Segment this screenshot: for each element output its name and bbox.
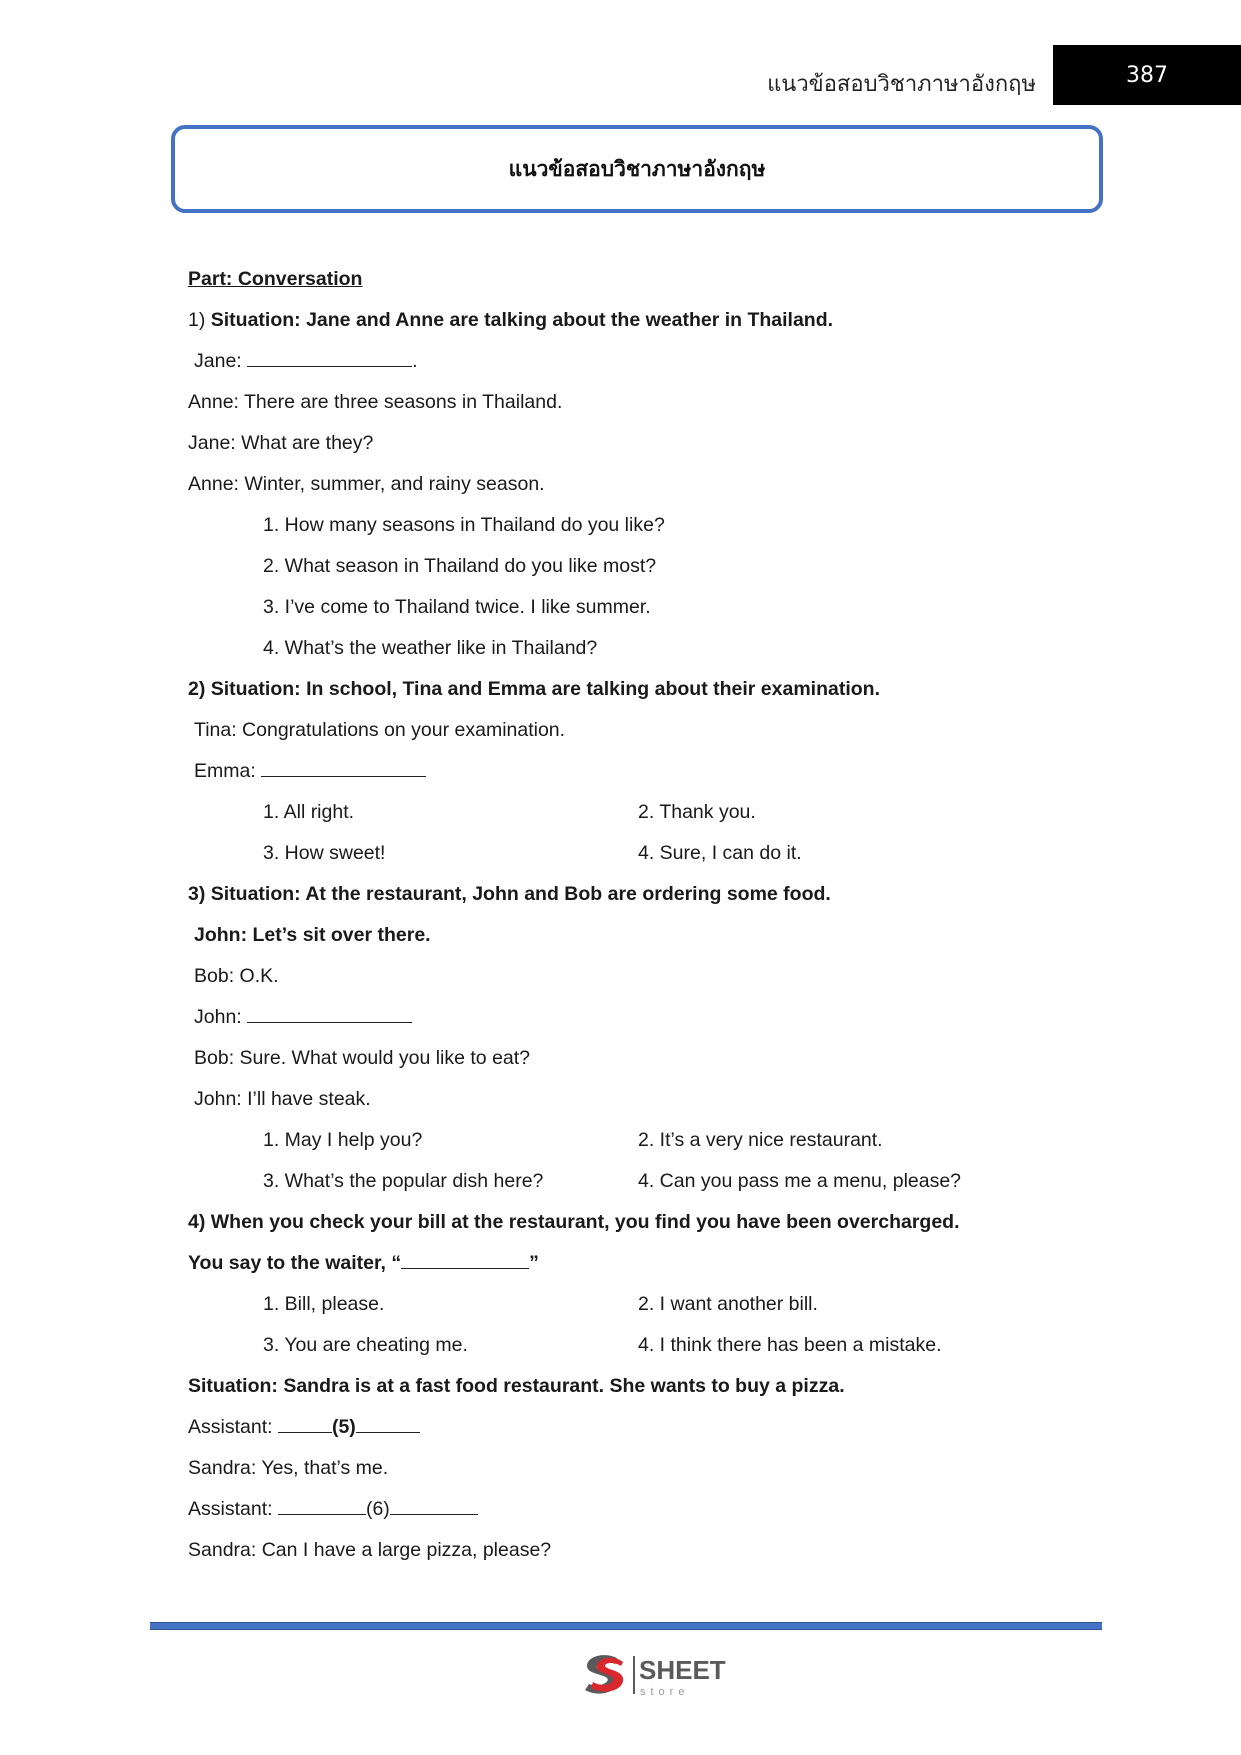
answer-blank	[278, 1492, 366, 1515]
q3-john-line	[188, 999, 1088, 1040]
q4-prompt	[188, 1245, 1088, 1286]
option-row	[188, 794, 1088, 835]
q3-situation: 3) Situation: At the restaurant, John and Bob are ordering some food.	[188, 883, 831, 905]
answer-blank	[261, 754, 426, 777]
dialogue-line: John: I’ll have steak.	[194, 1088, 371, 1110]
logo-brand-text: SHEET	[639, 1655, 726, 1685]
answer-blank	[356, 1410, 420, 1433]
dialogue-line: Bob: Sure. What would you like to eat?	[194, 1047, 531, 1069]
option-item: 4. Can you pass me a menu, please?	[638, 1170, 962, 1192]
speaker-text: Emma:	[194, 760, 256, 782]
q2-situation: 2) Situation: In school, Tina and Emma are talking about their examination.	[188, 678, 881, 700]
option-item: 1. Bill, please.	[263, 1293, 385, 1315]
title-box	[171, 125, 1103, 213]
option-item: 3. I’ve come to Thailand twice. I like summer.	[263, 596, 651, 618]
option-item: 1. How many seasons in Thailand do you like?	[263, 514, 665, 536]
dialogue-line: Anne: Winter, summer, and rainy season.	[188, 473, 545, 495]
logo-sub-text: store	[640, 1686, 690, 1698]
box-title: แนวข้อสอบวิชาภาษาอังกฤษ	[508, 156, 766, 181]
q1-number: 1)	[188, 309, 206, 331]
footer-divider	[150, 1622, 1102, 1630]
option-item: 3. What’s the popular dish here?	[263, 1170, 544, 1192]
option-row	[188, 1163, 1088, 1204]
header-title: แนวข้อสอบวิชาภาษาอังกฤษ	[767, 72, 1036, 97]
option-item: 3. How sweet!	[263, 842, 386, 864]
speaker-text: John:	[194, 1006, 242, 1028]
dialogue-line: Tina: Congratulations on your examination.	[194, 719, 566, 741]
punctuation: ”	[529, 1252, 539, 1274]
answer-blank	[247, 344, 412, 367]
q1-situation	[188, 302, 1088, 343]
option-item: 3. You are cheating me.	[263, 1334, 468, 1356]
option-item: 2. Thank you.	[638, 801, 756, 823]
option-item: 4. Sure, I can do it.	[638, 842, 802, 864]
speaker-text: Assistant:	[188, 1498, 273, 1520]
q6-assistant-line	[188, 1491, 1088, 1532]
option-item: 4. I think there has been a mistake.	[638, 1334, 942, 1356]
q4-situation: 4) When you check your bill at the restaurant, you find you have been overcharged.	[188, 1211, 960, 1233]
option-item: 2. What season in Thailand do you like most?	[263, 555, 657, 577]
dialogue-line: Anne: There are three seasons in Thailand.	[188, 391, 563, 413]
sheet-store-logo	[577, 1648, 742, 1700]
dialogue-line: Sandra: Yes, that’s me.	[188, 1457, 389, 1479]
q5-assistant-line	[188, 1409, 1088, 1450]
option-row	[188, 835, 1088, 876]
q1-jane-line	[188, 343, 1088, 384]
answer-blank	[278, 1410, 332, 1433]
dialogue-line: Bob: O.K.	[194, 965, 279, 987]
answer-blank	[401, 1246, 529, 1269]
blank-marker: (5)	[331, 1416, 356, 1438]
dialogue-line: Sandra: Can I have a large pizza, please?	[188, 1539, 552, 1561]
prompt-text: You say to the waiter, “	[188, 1252, 402, 1274]
blank-marker: (6)	[365, 1498, 390, 1520]
option-item: 1. May I help you?	[263, 1129, 423, 1151]
option-item: 2. I want another bill.	[638, 1293, 818, 1315]
q5-situation: Situation: Sandra is at a fast food restaurant. She wants to buy a pizza.	[188, 1375, 845, 1397]
option-item: 4. What’s the weather like in Thailand?	[263, 637, 598, 659]
option-row	[188, 1122, 1088, 1163]
answer-blank	[247, 1000, 412, 1023]
dialogue-line: Jane: What are they?	[188, 432, 374, 454]
dialogue-line: John: Let’s sit over there.	[194, 924, 431, 946]
option-item: 1. All right.	[263, 801, 355, 823]
punctuation: .	[412, 350, 418, 372]
answer-blank	[390, 1492, 478, 1515]
page-number: 387	[1053, 45, 1241, 105]
logo-divider	[633, 1656, 635, 1694]
q1-situation-text: Situation: Jane and Anne are talking about the weather in Thailand.	[205, 309, 834, 331]
option-item: 2. It’s a very nice restaurant.	[638, 1129, 883, 1151]
part-title: Part: Conversation	[188, 268, 363, 290]
speaker-text: Assistant:	[188, 1416, 273, 1438]
speaker-text: Jane:	[194, 350, 242, 372]
option-row	[188, 1327, 1088, 1368]
document-body	[188, 261, 1088, 1573]
q2-emma-line	[188, 753, 1088, 794]
option-row	[188, 1286, 1088, 1327]
